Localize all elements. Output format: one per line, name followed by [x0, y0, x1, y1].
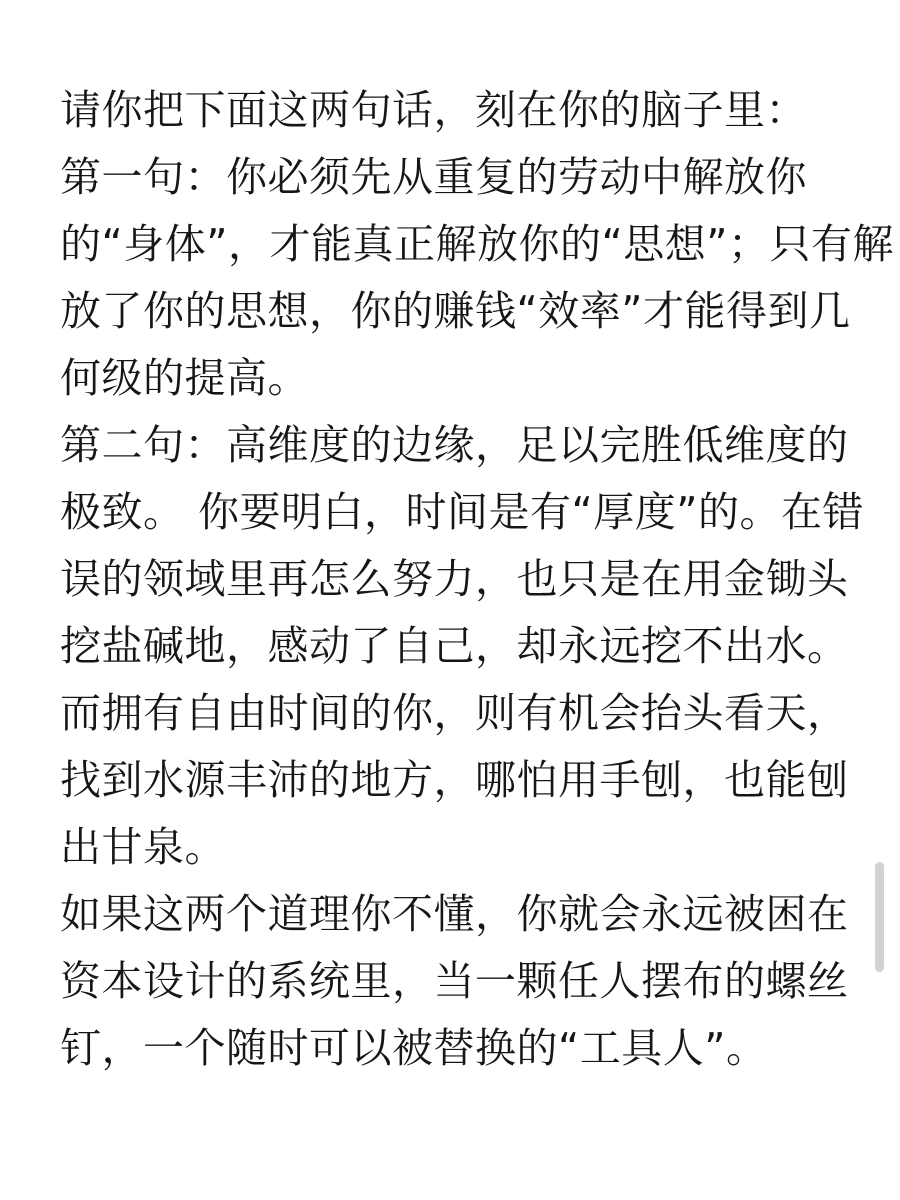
text-line: 出甘泉。 — [60, 823, 226, 871]
text-line: 放了你的思想，你的赚钱“效率”才能得到几 — [60, 287, 851, 335]
text-line: 请你把下面这两句话，刻在你的脑子里： — [60, 86, 807, 134]
text-line: 如果这两个道理你不懂，你就会永远被困在 — [60, 890, 849, 938]
text-line: 钉，一个随时可以被替换的“工具人”。 — [60, 1024, 768, 1072]
text-line: 的“身体”，才能真正解放你的“思想”；只有解 — [60, 220, 894, 268]
text-line: 何级的提高。 — [60, 354, 309, 402]
text-line: 第一句：你必须先从重复的劳动中解放你 — [60, 153, 807, 201]
text-line: 资本设计的系统里，当一颗任人摆布的螺丝 — [60, 957, 849, 1005]
text-line: 挖盐碱地，感动了自己，却永远挖不出水。 — [60, 622, 849, 670]
text-line: 极致。 你要明白，时间是有“厚度”的。在错 — [60, 488, 865, 536]
text-line: 而拥有自由时间的你，则有机会抬头看天， — [60, 689, 849, 737]
scrollbar-thumb[interactable] — [875, 862, 884, 972]
text-line: 第二句：高维度的边缘，足以完胜低维度的 — [60, 421, 849, 469]
text-line: 找到水源丰沛的地方，哪怕用手刨，也能刨 — [60, 756, 849, 804]
text-line: 误的领域里再怎么努力，也只是在用金锄头 — [60, 555, 849, 603]
